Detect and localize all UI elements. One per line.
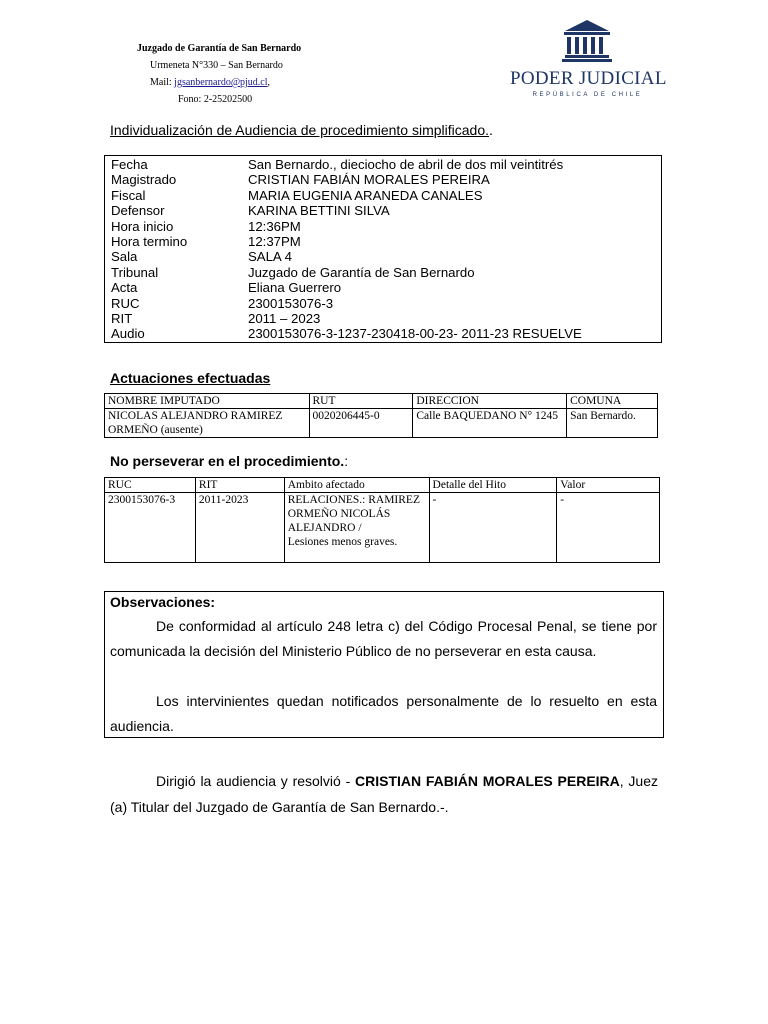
ambito-offense: Lesiones menos graves.: [287, 536, 398, 548]
table-header-cell: Valor: [557, 478, 660, 493]
ambito-cell: [284, 493, 429, 563]
logo-title: PODER JUDICIAL: [510, 68, 667, 89]
valor-cell: -: [557, 493, 660, 563]
court-mail-line: [150, 77, 270, 88]
info-key: Hora termino: [111, 234, 188, 249]
page-title-suffix: .: [489, 122, 493, 138]
observaciones-paragraph-1: De conformidad al artículo 248 letra c) del Código Procesal Penal, se tiene por comunicada la decisión del Ministerio Público de no perseverar en esta causa.: [110, 618, 657, 659]
info-key: RUC: [111, 295, 140, 311]
observaciones-box: [104, 591, 664, 738]
info-value: CRISTIAN FABIÁN MORALES PEREIRA: [248, 172, 490, 188]
table-header-cell: COMUNA: [567, 394, 658, 409]
info-value: SALA 4: [248, 249, 292, 265]
table-header-cell: Detalle del Hito: [429, 478, 557, 493]
no-perseverar-title-suffix: :: [344, 453, 349, 469]
ruc-cell: 2300153076-3: [105, 493, 196, 563]
poder-judicial-logo: [510, 12, 665, 107]
observaciones-paragraph-2: Los intervinientes quedan notificados personalmente de lo resuelto en esta audiencia.: [110, 693, 657, 734]
info-value: 2300153076-3-1237-230418-00-23- 2011-23 RESUELVE: [248, 326, 582, 342]
info-value: Eliana Guerrero: [248, 280, 342, 296]
page-title-text: Individualización de Audiencia de procedimiento simplificado.: [110, 122, 490, 138]
detalle-cell: -: [429, 493, 557, 563]
table-row: [105, 409, 658, 438]
info-value: KARINA BETTINI SILVA: [248, 203, 390, 219]
info-key: Sala: [111, 249, 138, 265]
page-title: [110, 122, 493, 138]
info-key: Defensor: [111, 203, 165, 219]
actuaciones-title: Actuaciones efectuadas: [110, 370, 271, 386]
table-header-row: [105, 394, 658, 409]
logo-subtitle: REPÚBLICA DE CHILE: [532, 92, 643, 98]
imputado-comuna-cell: San Bernardo.: [567, 409, 658, 438]
no-perseverar-table: [104, 477, 660, 563]
info-value: MARIA EUGENIA ARANEDA CANALES: [248, 187, 483, 203]
ambito-parties: RELACIONES.: RAMIREZ ORMEÑO NICOLÁS ALEJANDRO /: [287, 494, 420, 534]
table-header-cell: Ambito afectado: [284, 478, 429, 493]
court-phone: Fono: 2-25202500: [178, 94, 253, 105]
info-value: 2011 – 2023: [248, 311, 321, 326]
rit-cell: 2011-2023: [195, 493, 284, 563]
judge-name: CRISTIAN FABIÁN MORALES PEREIRA: [355, 773, 620, 789]
mail-label: Mail:: [150, 77, 175, 88]
closing-prefix: Dirigió la audiencia y resolvió -: [156, 773, 356, 789]
observaciones-title: Observaciones:: [110, 594, 216, 610]
table-header-cell: DIRECCION: [413, 394, 567, 409]
mail-link[interactable]: jgsanbernardo@pjud.cl: [174, 77, 268, 88]
info-value: 12:37PM: [248, 234, 301, 249]
table-header-row: [105, 478, 660, 493]
table-row: [105, 493, 660, 563]
table-header-cell: RIT: [195, 478, 284, 493]
info-key: Hora inicio: [111, 218, 174, 234]
table-header-cell: NOMBRE IMPUTADO: [105, 394, 310, 409]
info-key: Fiscal: [111, 187, 146, 203]
info-key: RIT: [111, 311, 133, 326]
info-value: Juzgado de Garantía de San Bernardo: [248, 264, 475, 280]
actuaciones-table: [104, 393, 658, 438]
no-perseverar-title: [110, 453, 348, 469]
info-key: Acta: [111, 280, 138, 296]
info-key: Fecha: [111, 157, 148, 172]
imputado-rut-cell: 0020206445-0: [309, 409, 413, 438]
table-header-cell: RUT: [309, 394, 413, 409]
info-value: San Bernardo., dieciocho de abril de dos mil veintitrés: [248, 157, 564, 172]
info-value: 2300153076-3: [248, 295, 334, 311]
closing-suffix: , Juez (a) Titular del Juzgado de Garantía de San Bernardo.-.: [110, 773, 658, 815]
court-name: Juzgado de Garantía de San Bernardo: [137, 43, 302, 54]
imputado-name-cell: NICOLAS ALEJANDRO RAMIREZ ORMEÑO (ausente): [105, 409, 310, 438]
table-header-cell: RUC: [105, 478, 196, 493]
courthouse-icon: [510, 12, 665, 68]
info-key: Magistrado: [111, 172, 177, 188]
info-value: 12:36PM: [248, 218, 301, 234]
info-key: Audio: [111, 326, 145, 342]
no-perseverar-title-text: No perseverar en el procedimiento.: [110, 453, 345, 469]
closing-statement: [110, 768, 658, 820]
court-address: Urmeneta N°330 – San Bernardo: [150, 60, 283, 71]
hearing-info-box: [104, 155, 662, 343]
mail-suffix: ,: [267, 77, 271, 88]
info-key: Tribunal: [111, 264, 159, 280]
imputado-address-cell: Calle BAQUEDANO N° 1245: [413, 409, 567, 438]
